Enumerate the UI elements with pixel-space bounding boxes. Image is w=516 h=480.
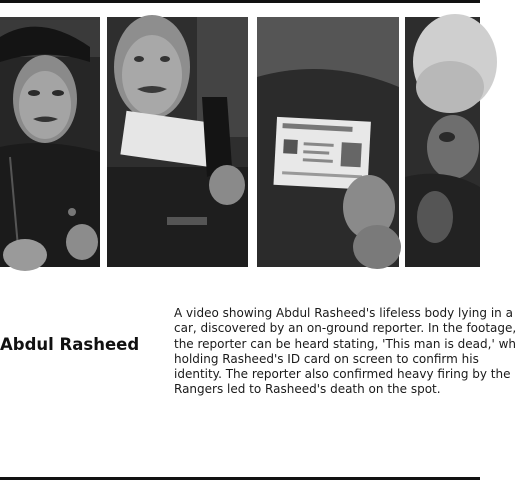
video-still-2-image (107, 17, 248, 267)
caption-text (174, 306, 516, 398)
person-name-heading: Abdul Rasheed (0, 335, 140, 354)
caption-line: A video showing Abdul Rasheed's lifeless body lying in a (174, 306, 513, 320)
video-still-4 (405, 17, 480, 267)
caption-line: identity. The reporter also confirmed heavy firing by the (174, 367, 511, 382)
video-still-4-image (405, 17, 480, 267)
caption-line: Rangers led to Rasheed's death on the spot. (174, 382, 441, 397)
caption-line: car, discovered by an on-ground reporter. In the footage, (174, 321, 516, 336)
video-still-1-image (0, 17, 100, 267)
video-still-3-image (257, 17, 399, 267)
caption-line: holding Rasheed's ID card on screen to confirm his (174, 351, 479, 366)
caption-line: the reporter can be heard stating, 'This man is dead,' wh (174, 336, 516, 351)
video-still-3-id-card (257, 17, 399, 267)
video-still-2 (107, 17, 248, 267)
video-still-1 (0, 17, 100, 267)
